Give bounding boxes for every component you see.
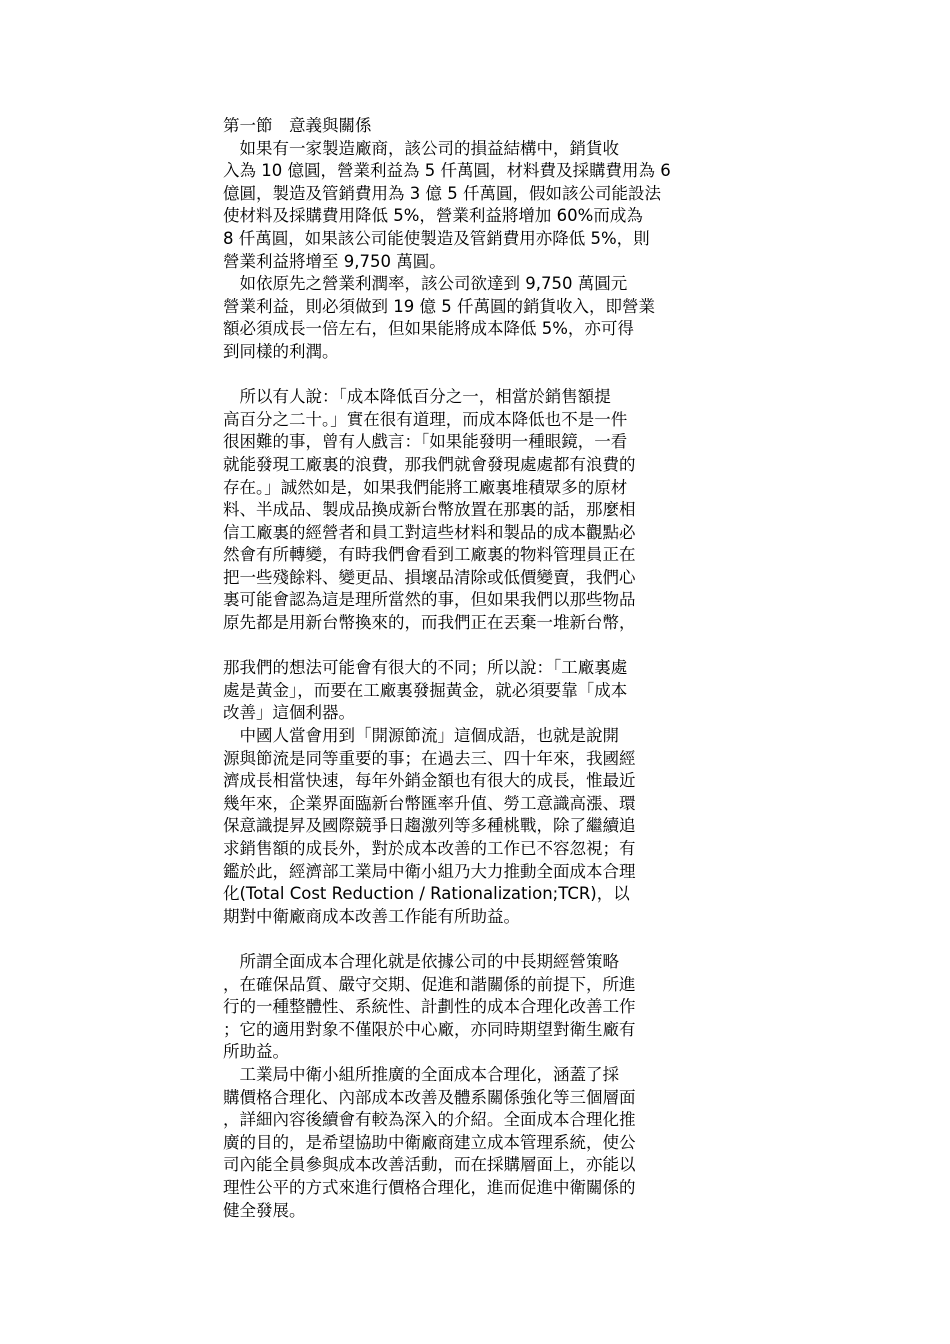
text-line: 料、半成品、製成品換成新台幣放置在那裏的話，那麼相: [223, 500, 636, 520]
text-line: 處是黃金」，而要在工廠裏發掘黃金，就必須要靠「成本: [223, 680, 628, 700]
text-line: ；它的適用對象不僅限於中心廠，亦同時期望對衛生廠有: [223, 1019, 636, 1039]
text-line: 幾年來，企業界面臨新台幣匯率升值、勞工意識高漲、環: [223, 793, 636, 813]
text-line: 期對中衛廠商成本改善工作能有所助益。: [223, 906, 520, 926]
paragraph-tcr-definition: [223, 951, 743, 1064]
text-line: 8 仟萬圓，如果該公司能使製造及管銷費用亦降低 5%，則: [223, 228, 650, 248]
text-line: 廣的目的，是希望協助中衛廠商建立成本管理系統，使公: [223, 1132, 636, 1152]
text-line: 很困難的事，曾有人戲言：「如果能發明一種眼鏡，一看: [223, 432, 628, 452]
text-line: 濟成長相當快速，每年外銷金額也有很大的成長，惟最近: [223, 771, 636, 791]
paragraph-spacer: [223, 635, 743, 658]
text-line: 那我們的想法可能會有很大的不同；所以說：「工廠裏處: [223, 658, 628, 678]
text-line: 改善」這個利器。: [223, 703, 355, 723]
text-line: 到同樣的利潤。: [223, 341, 339, 361]
text-line: 購價格合理化、內部成本改善及體系關係強化等三個層面: [223, 1087, 636, 1107]
paragraph-tcr-scope: [223, 1064, 743, 1222]
text-line: 高百分之二十。」實在很有道理，而成本降低也不是一件: [223, 409, 628, 429]
text-line: 裏可能會認為這是理所當然的事，但如果我們以那些物品: [223, 590, 636, 610]
text-line: 營業利益將增至 9,750 萬圓。: [223, 251, 446, 271]
text-line: 保意識提昇及國際競爭日趨激列等多種桃戰，除了繼續追: [223, 816, 636, 836]
text-line: 鑑於此，經濟部工業局中衛小組乃大力推動全面成本合理: [223, 861, 636, 881]
text-line: 信工廠裏的經營者和員工對這些材料和製品的成本觀點必: [223, 522, 636, 542]
text-line: 所謂全面成本合理化就是依據公司的中長期經營策略: [223, 951, 619, 971]
text-line: 所以有人說：「成本降低百分之一，相當於銷售額提: [223, 387, 611, 407]
paragraph-cost-reduction-saying: [223, 386, 743, 635]
paragraph-cost-structure: [223, 138, 743, 274]
text-line: 源與節流是同等重要的事；在過去三、四十年來，我國經: [223, 748, 636, 768]
text-line: 行的一種整體性、系統性、計劃性的成本合理化改善工作: [223, 997, 636, 1017]
paragraph-spacer: [223, 364, 743, 387]
text-line: 理性公平的方式來進行價格合理化，進而促進中衛關係的: [223, 1177, 636, 1197]
text-line: 中國人當會用到「開源節流」這個成語，也就是說開: [223, 726, 619, 746]
paragraph-tcr-background: [223, 725, 743, 928]
text-line: ，詳細內容後續會有較為深入的介紹。全面成本合理化推: [223, 1110, 636, 1130]
text-line: 入為 10 億圓，營業利益為 5 仟萬圓，材料費及採購費用為 6: [223, 161, 671, 181]
text-line: 額必須成長一倍左右，但如果能將成本降低 5%，亦可得: [223, 319, 634, 339]
text-line: 就能發現工廠裏的浪費，那我們就會發現處處都有浪費的: [223, 454, 636, 474]
text-line: 把一些殘餘料、變更品、損壞品清除或低價變賣，我們心: [223, 567, 636, 587]
document-body: [223, 115, 743, 1222]
paragraph-spacer: [223, 928, 743, 951]
text-line: 使材料及採購費用降低 5%，營業利益將增加 60%而成為: [223, 206, 643, 226]
text-line: 然會有所轉變，有時我們會看到工廠裏的物料管理員正在: [223, 545, 636, 565]
text-line: 如依原先之營業利潤率，該公司欲達到 9,750 萬圓元: [223, 274, 628, 294]
text-line: 化(Total Cost Reduction / Rationalization;TCR)，以: [223, 884, 630, 904]
text-line: ，在確保品質、嚴守交期、促進和諧關係的前提下，所進: [223, 974, 636, 994]
text-line: 司內能全員參與成本改善活動，而在採購層面上，亦能以: [223, 1155, 636, 1175]
text-line: 工業局中衛小組所推廣的全面成本合理化，涵蓋了採: [223, 1064, 619, 1084]
text-line: 原先都是用新台幣換來的，而我們正在丟棄一堆新台幣，: [223, 613, 636, 633]
section-title: 第一節 意義與關係: [223, 116, 372, 135]
text-line: 如果有一家製造廠商，該公司的損益結構中，銷貨收: [223, 138, 619, 158]
text-line: 所助益。: [223, 1042, 289, 1062]
text-line: 存在。」誠然如是，如果我們能將工廠裏堆積眾多的原材: [223, 477, 628, 497]
paragraph-gold-in-factory: [223, 657, 743, 725]
text-line: 健全發展。: [223, 1200, 306, 1220]
text-line: 營業利益，則必須做到 19 億 5 仟萬圓的銷貨收入，即營業: [223, 296, 655, 316]
text-line: 億圓，製造及管銷費用為 3 億 5 仟萬圓，假如該公司能設法: [223, 183, 661, 203]
text-line: 求銷售額的成長外，對於成本改善的工作已不容忽視；有: [223, 839, 636, 858]
paragraph-profit-rate: [223, 273, 743, 363]
